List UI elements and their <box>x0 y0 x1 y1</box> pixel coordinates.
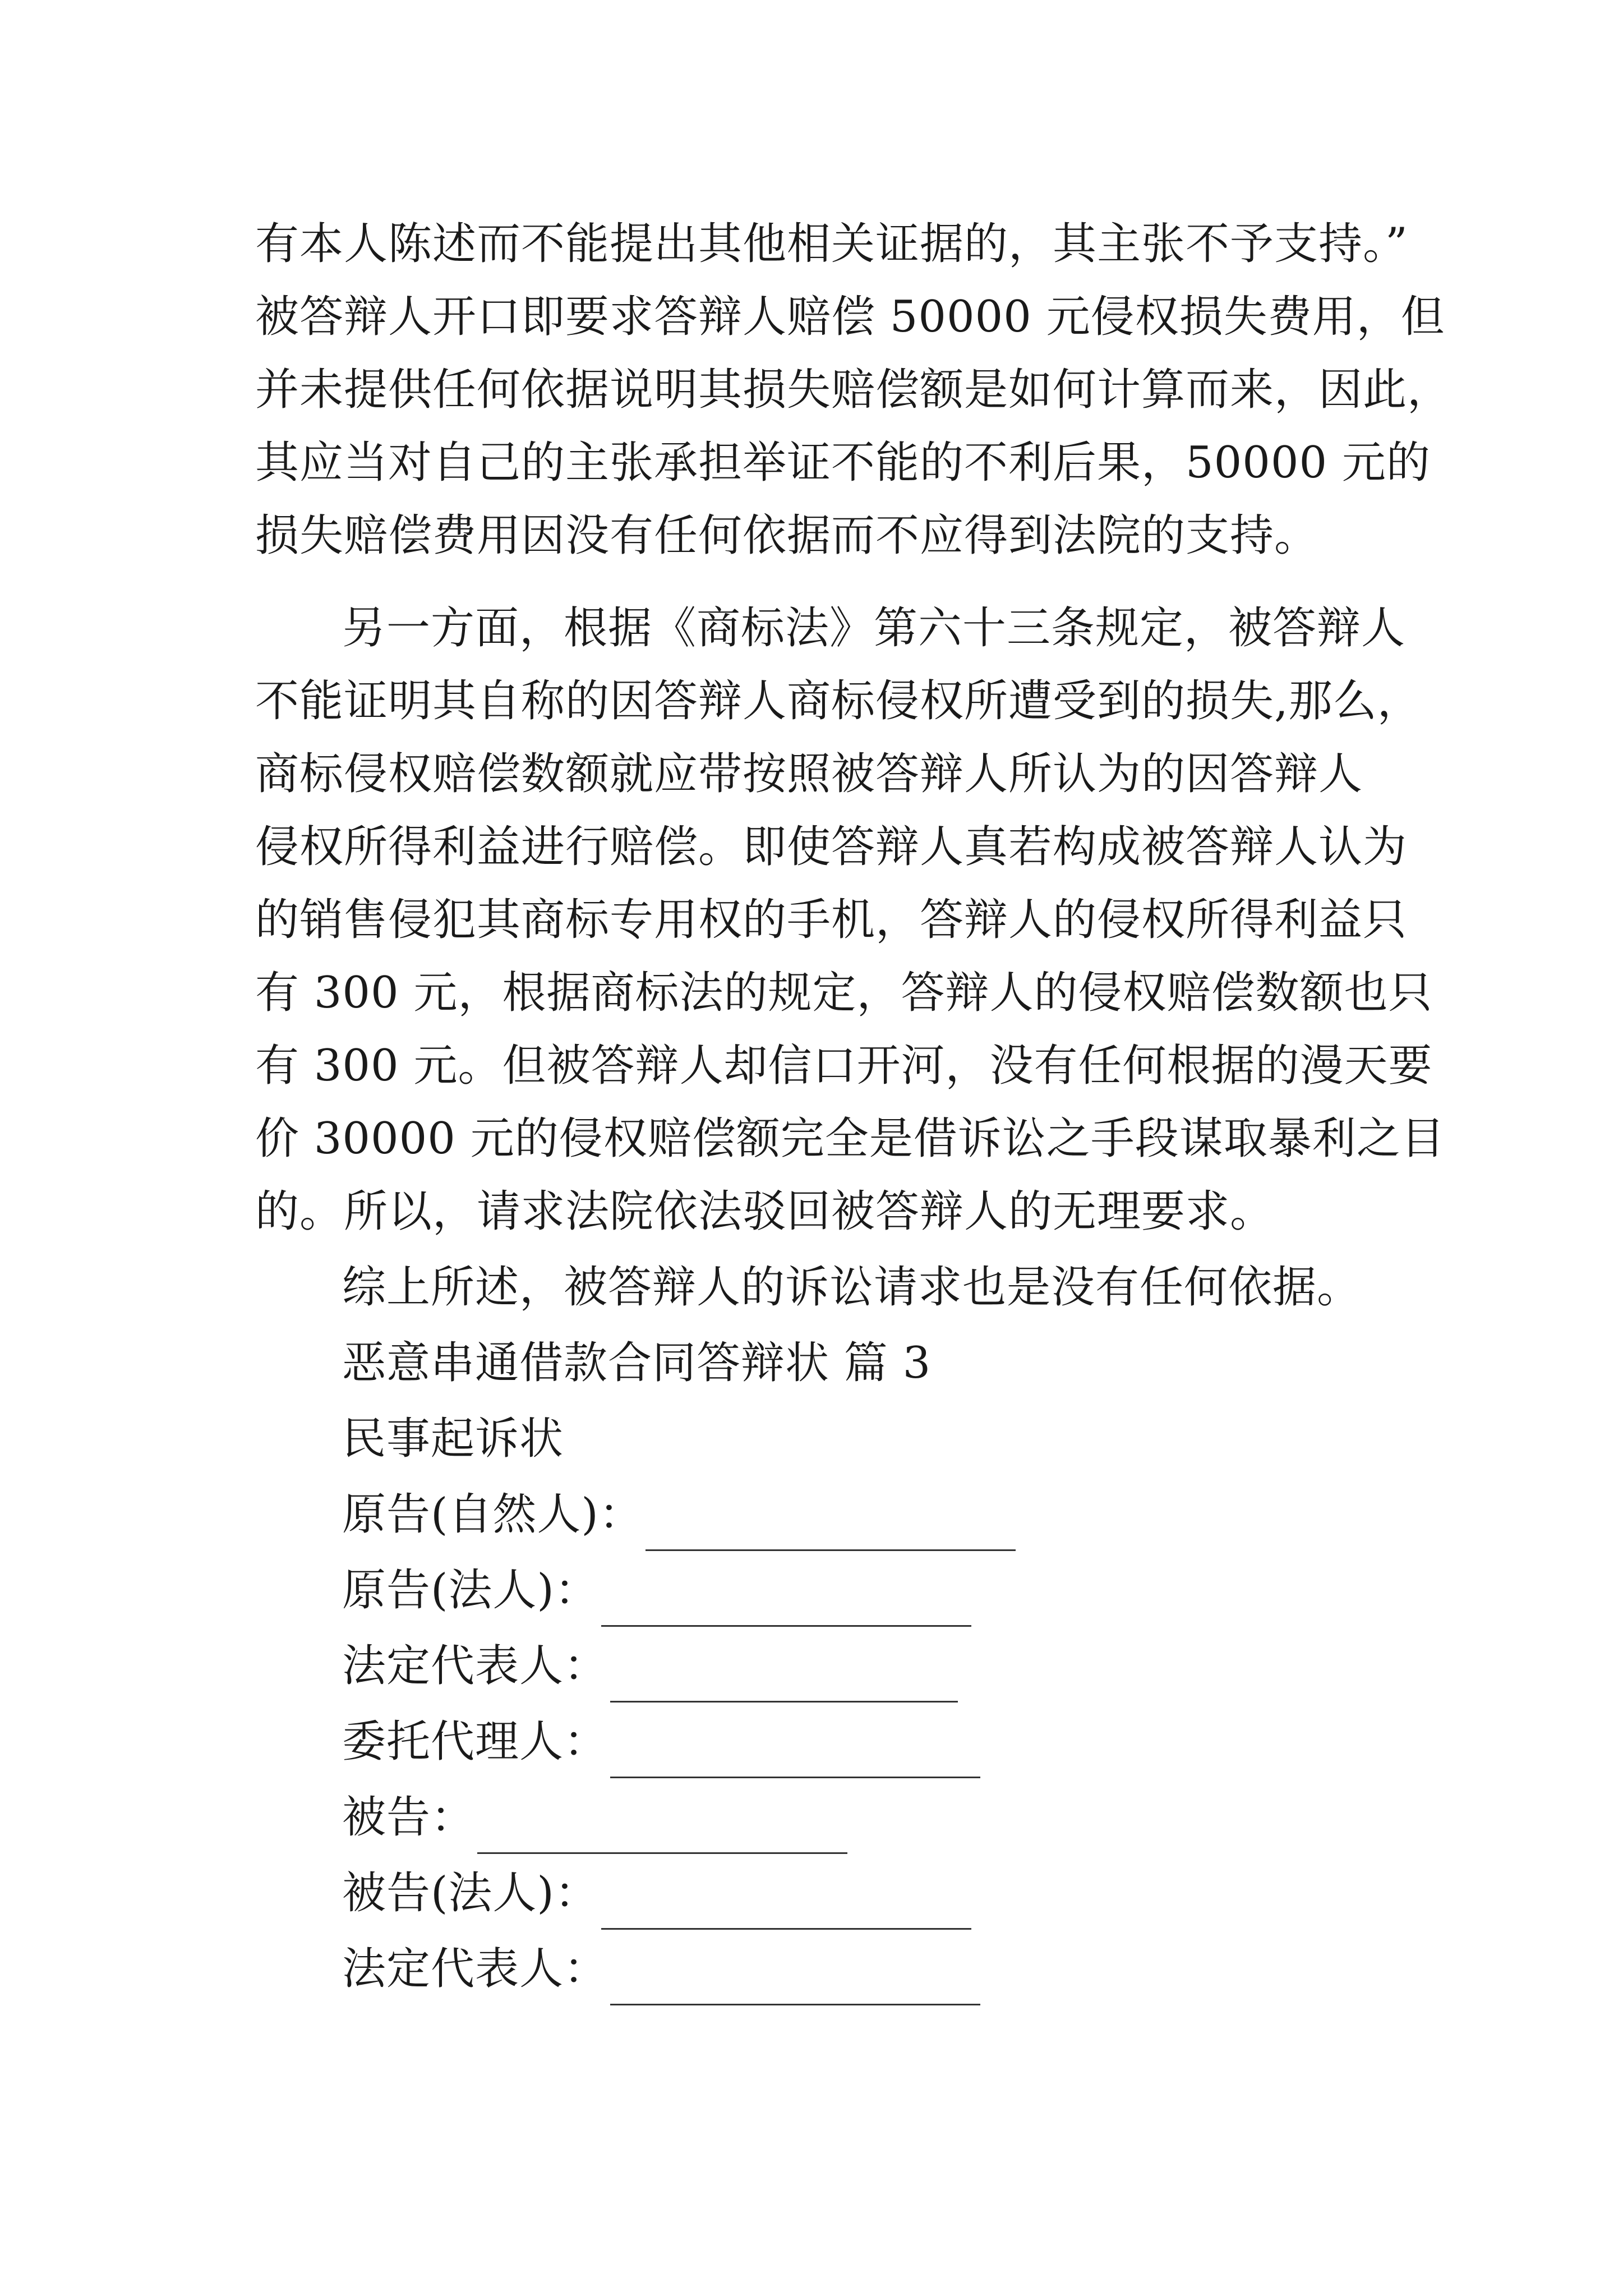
document-title: 民事起诉状 <box>342 1414 564 1464</box>
text-line: 另一方面，根据《商标法》第六十三条规定，被答辩人 <box>342 603 1406 654</box>
fill-blank[interactable] <box>610 1725 980 1778</box>
text-line: 损失赔偿费用因没有任何依据而不应得到法院的支持。 <box>255 510 1319 561</box>
form-field-label: 被告： <box>342 1792 476 1843</box>
text-line: 侵权所得利益进行赔偿。即使答辩人真若构成被答辩人认为 <box>255 822 1408 872</box>
fill-blank[interactable] <box>601 1573 971 1627</box>
fill-blank[interactable] <box>601 1876 971 1930</box>
text-line: 商标侵权赔偿数额就应带按照被答辩人所认为的因答辩人 <box>255 749 1363 799</box>
form-field-label: 原告(自然人)： <box>342 1489 643 1540</box>
fill-blank[interactable] <box>610 1952 980 2005</box>
form-field-plaintiff-natural <box>342 1478 1016 1551</box>
text-line: 其应当对自己的主张承担举证不能的不利后果，50000 元的 <box>255 438 1431 488</box>
form-field-defendant-legal <box>342 1857 971 1930</box>
text-line: 有 300 元。但被答辩人却信口开河，没有任何根据的漫天要 <box>255 1041 1433 1091</box>
form-field-label: 委托代理人： <box>342 1717 608 1767</box>
text-line: 的。所以，请求法院依法驳回被答辩人的无理要求。 <box>255 1186 1275 1237</box>
text-line: 并未提供任何依据说明其损失赔偿额是如何计算而来，因此， <box>255 365 1452 415</box>
form-field-label: 法定代表人： <box>342 1641 608 1691</box>
section-heading: 恶意串通借款合同答辩状 篇 3 <box>342 1338 932 1388</box>
text-line: 不能证明其自称的因答辩人商标侵权所遭受到的损失,那么， <box>255 676 1422 726</box>
summary-line: 综上所述，被答辩人的诉讼请求也是没有任何依据。 <box>342 1262 1362 1313</box>
form-field-defendant <box>342 1781 847 1854</box>
text-line: 价 30000 元的侵权赔偿额完全是借诉讼之手段谋取暴利之目 <box>255 1114 1445 1164</box>
text-line: 有 300 元，根据商标法的规定，答辩人的侵权赔偿数额也只 <box>255 968 1433 1018</box>
form-field-defendant-representative <box>342 1932 980 2005</box>
form-field-legal-representative <box>342 1630 958 1703</box>
fill-blank[interactable] <box>610 1649 958 1703</box>
form-field-label: 原告(法人)： <box>342 1565 599 1616</box>
fill-blank[interactable] <box>477 1801 847 1854</box>
form-field-plaintiff-legal <box>342 1554 971 1627</box>
fill-blank[interactable] <box>645 1498 1016 1551</box>
text-line: 有本人陈述而不能提出其他相关证据的，其主张不予支持。” <box>255 219 1408 269</box>
form-field-label: 被告(法人)： <box>342 1868 599 1918</box>
text-line: 的销售侵犯其商标专用权的手机，答辩人的侵权所得利益只 <box>255 895 1408 945</box>
text-line: 被答辩人开口即要求答辩人赔偿 50000 元侵权损失费用，但 <box>255 292 1445 342</box>
form-field-agent <box>342 1705 980 1778</box>
form-field-label: 法定代表人： <box>342 1944 608 1994</box>
